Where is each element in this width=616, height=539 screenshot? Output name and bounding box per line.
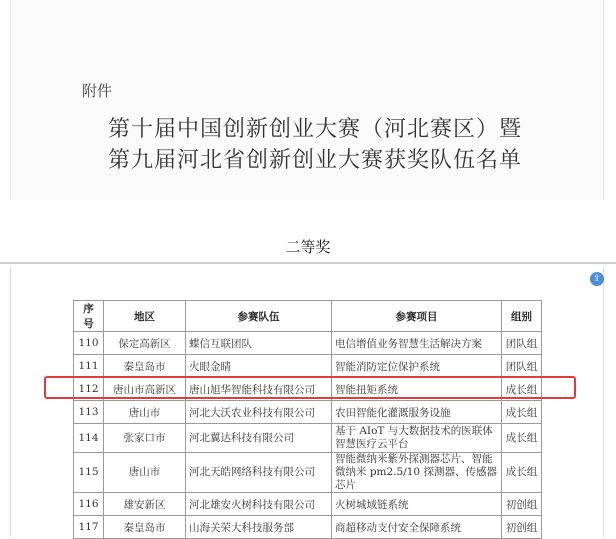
- scroll-top-icon[interactable]: ⇧: [590, 272, 604, 286]
- cell-group: 初创组: [502, 516, 542, 539]
- cell-team: 山海关荣大科技服务部: [186, 516, 332, 539]
- table-row: [74, 424, 542, 453]
- cell-project: 商超移动支付安全保障系统: [332, 516, 502, 539]
- cell-region: 唐山市: [104, 401, 186, 424]
- cell-region: 唐山市高新区: [104, 378, 186, 401]
- cell-region: 秦皇岛市: [104, 355, 186, 378]
- cell-seq: 115: [74, 453, 104, 493]
- table-header-row: [74, 301, 542, 332]
- table-row: [74, 516, 542, 539]
- cell-project: 基于 AIoT 与大数据技术的医联体智慧医疗云平台: [332, 424, 502, 453]
- table-row: [74, 453, 542, 493]
- cell-group: 成长组: [502, 401, 542, 424]
- header-region: 地区: [104, 301, 186, 332]
- cell-group: 成长组: [502, 378, 542, 401]
- table-row: [74, 401, 542, 424]
- cell-project: 火树城域链系统: [332, 493, 502, 516]
- cell-team: 蝶信互联团队: [186, 332, 332, 355]
- cell-seq: 114: [74, 424, 104, 453]
- table-row-highlighted: [74, 378, 542, 401]
- cell-seq: 110: [74, 332, 104, 355]
- table-row: [74, 332, 542, 355]
- header-seq: 序 号: [74, 301, 104, 332]
- cell-region: 唐山市: [104, 453, 186, 493]
- section-divider: [0, 262, 616, 264]
- cell-seq: 117: [74, 516, 104, 539]
- cell-region: 秦皇岛市: [104, 516, 186, 539]
- header-group: 组别: [502, 301, 542, 332]
- cell-seq: 113: [74, 401, 104, 424]
- cell-team: 河北天皓网络科技有限公司: [186, 453, 332, 493]
- cell-team: 火眼金睛: [186, 355, 332, 378]
- cell-project: 智能消防定位保护系统: [332, 355, 502, 378]
- prize-level-heading: 二等奖: [285, 238, 331, 256]
- cell-team: 河北翼达科技有限公司: [186, 424, 332, 453]
- cell-group: 团队组: [502, 355, 542, 378]
- document-title-line-1: 第十届中国创新创业大赛（河北赛区）暨: [108, 117, 523, 142]
- cell-project: 智能扭矩系统: [332, 378, 502, 401]
- cell-group: 初创组: [502, 493, 542, 516]
- cell-group: 成长组: [502, 424, 542, 453]
- header-team: 参赛队伍: [186, 301, 332, 332]
- cell-region: 张家口市: [104, 424, 186, 453]
- cell-project: 农田智能化灌溉服务设施: [332, 401, 502, 424]
- cell-team: 河北雄安火树科技有限公司: [186, 493, 332, 516]
- cell-seq: 116: [74, 493, 104, 516]
- table-row: [74, 355, 542, 378]
- cell-group: 团队组: [502, 332, 542, 355]
- cell-team: 河北大沃农业科技有限公司: [186, 401, 332, 424]
- cell-seq: 112: [74, 378, 104, 401]
- cell-team: 唐山旭华智能科技有限公司: [186, 378, 332, 401]
- cell-project: 智能微纳米紫外探测器芯片、智能微纳米 pm2.5/10 探测器、传感器芯片: [332, 453, 502, 493]
- awards-table: [73, 300, 542, 539]
- attachment-label: 附件: [82, 82, 113, 100]
- cell-project: 电信增值业务智慧生活解决方案: [332, 332, 502, 355]
- header-project: 参赛项目: [332, 301, 502, 332]
- cell-region: 雄安新区: [104, 493, 186, 516]
- cell-region: 保定高新区: [104, 332, 186, 355]
- document-title-line-2: 第九届河北省创新创业大赛获奖队伍名单: [108, 148, 523, 173]
- table-row: [74, 493, 542, 516]
- cell-seq: 111: [74, 355, 104, 378]
- cell-group: 成长组: [502, 453, 542, 493]
